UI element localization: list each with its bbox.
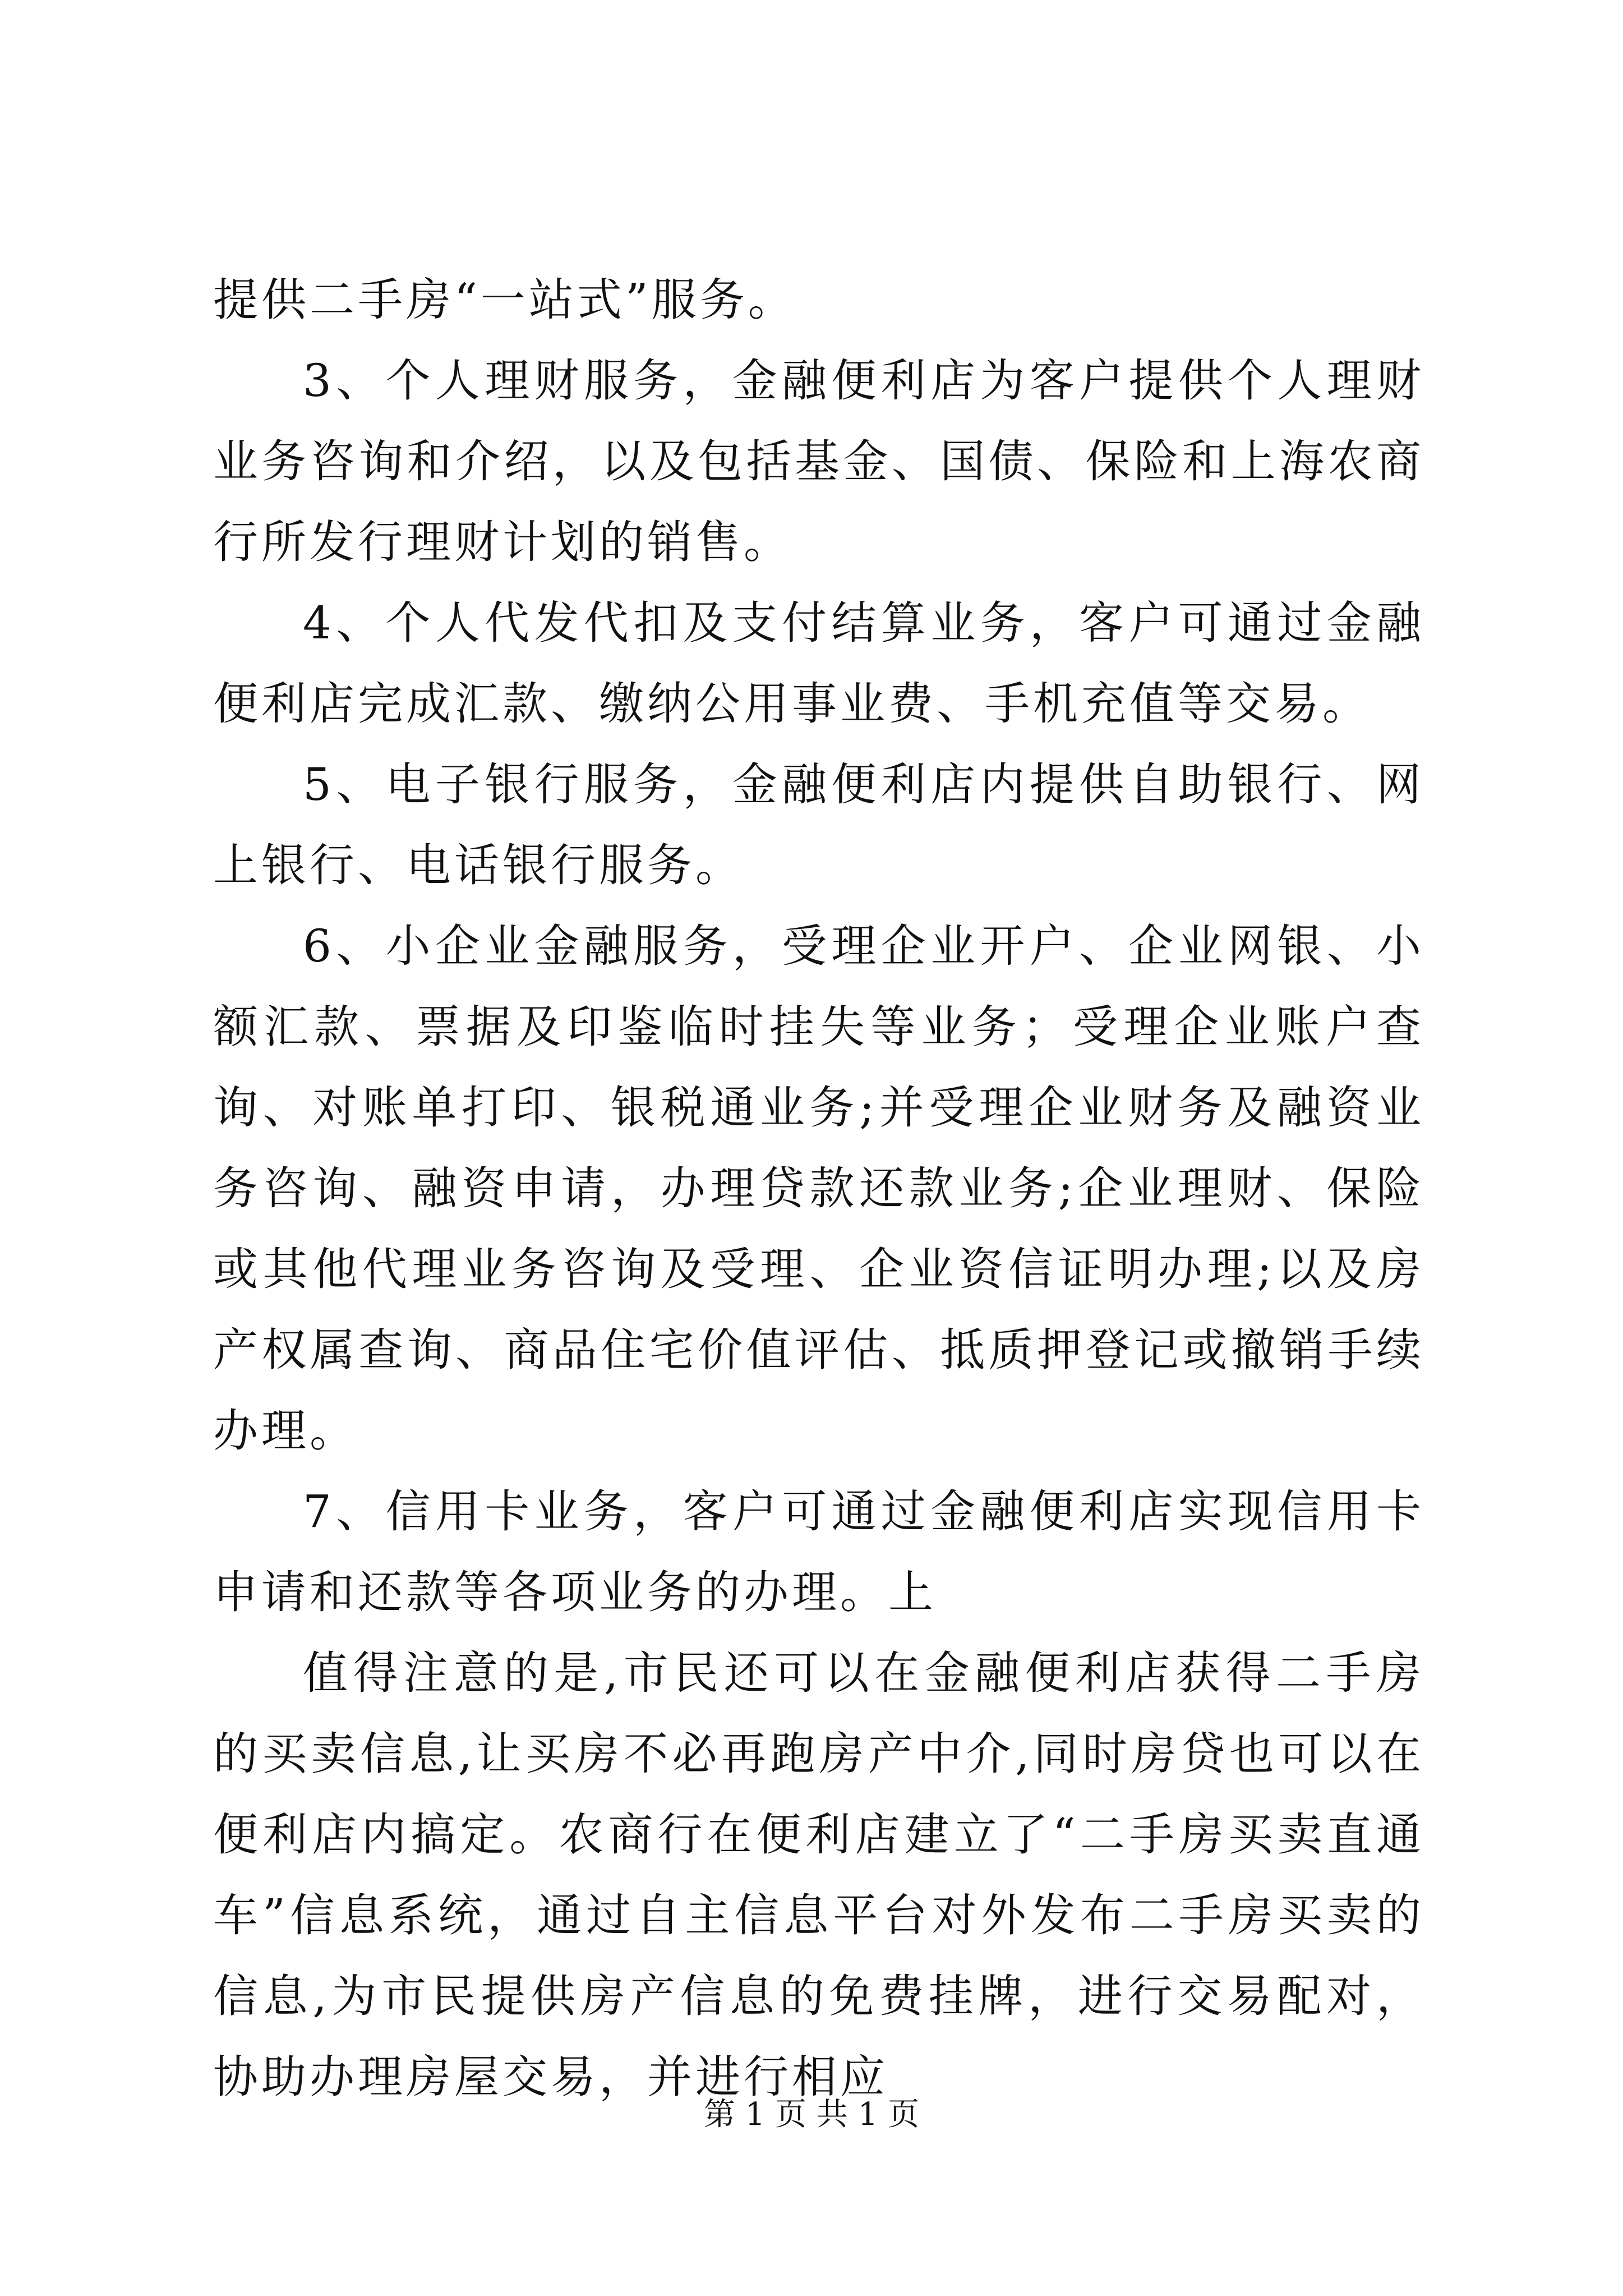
page-number-label: 第 1 页 共 1 页	[703, 2096, 920, 2133]
paragraph-item-4: 4、个人代发代扣及支付结算业务，客户可通过金融便利店完成汇款、缴纳公用事业费、手机充值等交易。	[213, 597, 1424, 730]
paragraph-item-6: 6、小企业金融服务，受理企业开户、企业网银、小额汇款、票据及印鉴临时挂失等业务；受理企业账户查询、对账单打印、银税通业务;并受理企业财务及融资业务咨询、融资申请，办理贷款还款业务;企业理财、保险或其他代理业务咨询及受理、企业资信证明办理;以及房产权属查询、商品住宅价值评估、抵质押登记或撤销手续办理。	[213, 920, 1424, 1457]
paragraph-item-3: 3、个人理财服务，金融便利店为客户提供个人理财业务咨询和介绍，以及包括基金、国债、保险和上海农商行所发行理财计划的销售。	[213, 355, 1424, 568]
paragraph-note: 值得注意的是,市民还可以在金融便利店获得二手房的买卖信息,让买房不必再跑房产中介,同时房贷也可以在便利店内搞定。农商行在便利店建立了“二手房买卖直通车”信息系统，通过自主信息平台对外发布二手房买卖的信息,为市民提供房产信息的免费挂牌，进行交易配对，协助办理房屋交易，并进行相应	[213, 1647, 1424, 2103]
document-body	[213, 260, 1424, 2118]
paragraph-continuation: 提供二手房“一站式”服务。	[213, 274, 796, 326]
paragraph-item-7: 7、信用卡业务，客户可通过金融便利店实现信用卡申请和还款等各项业务的办理。上	[213, 1485, 1424, 1618]
paragraph-item-5: 5、电子银行服务，金融便利店内提供自助银行、网上银行、电话银行服务。	[213, 758, 1424, 891]
page-number-footer	[0, 2095, 1623, 2134]
